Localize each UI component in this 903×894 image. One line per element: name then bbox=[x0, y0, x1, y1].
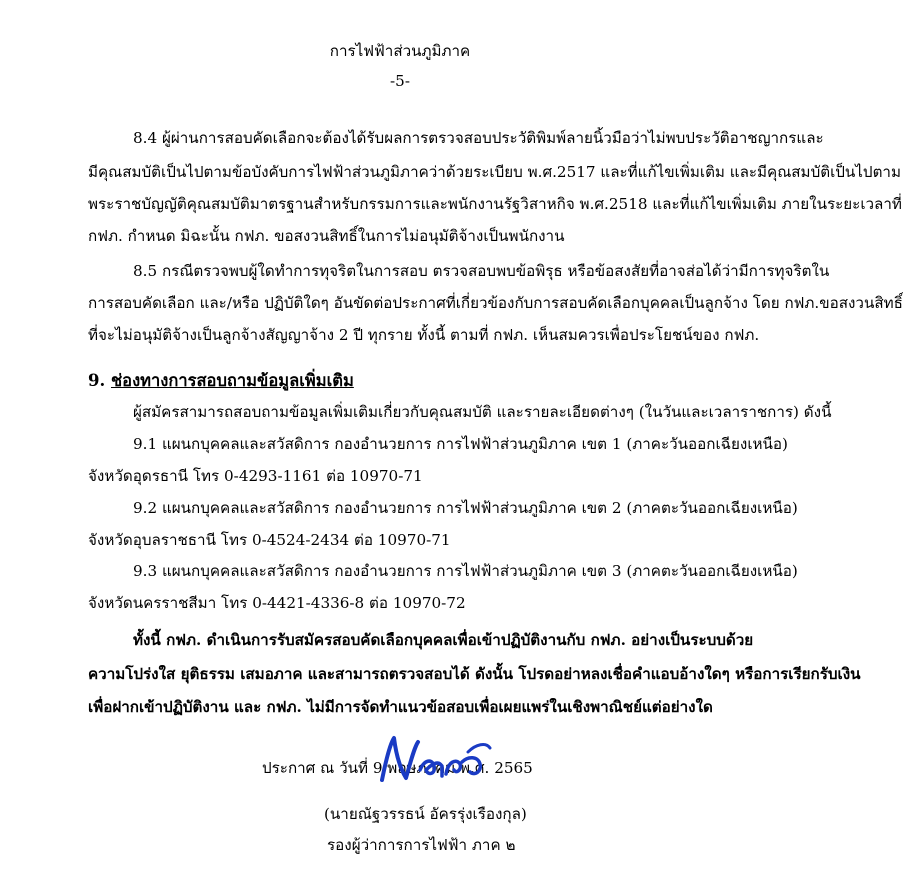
page-number: -5- bbox=[390, 72, 410, 90]
section-9-intro: ผู้สมัครสามารถสอบถามข้อมูลเพิ่มเติมเกี่ยวกับคุณสมบัติ และรายละเอียดต่างๆ (ในวันและเวลาราชการ) ดังนี้ bbox=[133, 403, 832, 421]
contact-9-1-line-2: จังหวัดอุดรธานี โทร 0-4293-1161 ต่อ 10970-71 bbox=[88, 467, 423, 485]
clause-8-5-line-3: ที่จะไม่อนุมัติจ้างเป็นลูกจ้างสัญญาจ้าง 2 ปี ทุกราย ทั้งนี้ ตามที่ กฟภ. เห็นสมควรเพื่อประโยชน์ของ กฟภ. bbox=[88, 326, 760, 344]
clause-8-5-line-1: 8.5 กรณีตรวจพบผู้ใดทำการทุจริตในการสอบ ตรวจสอบพบข้อพิรุธ หรือข้อสงสัยที่อาจส่อได้ว่ามีการทุจริตใน bbox=[133, 262, 830, 280]
handwritten-signature bbox=[376, 730, 496, 790]
notice-line-1: ทั้งนี้ กฟภ. ดำเนินการรับสมัครสอบคัดเลือกบุคคลเพื่อเข้าปฏิบัติงานกับ กฟภ. อย่างเป็นระบบด้วย bbox=[133, 631, 754, 649]
section-9-number: 9. bbox=[88, 371, 106, 390]
contact-9-2-line-1: 9.2 แผนกบุคคลและสวัสดิการ กองอำนวยการ การไฟฟ้าส่วนภูมิภาค เขต 2 (ภาคตะวันออกเฉียงเหนือ) bbox=[133, 499, 798, 517]
clause-8-4-line-3: พระราชบัญญัติคุณสมบัติมาตรฐานสำหรับกรรมการและพนักงานรัฐวิสาหกิจ พ.ศ.2518 และที่แก้ไขเพิ่มเติม ภายในระยะเวลาที่ bbox=[88, 195, 902, 213]
section-9-title: ช่องทางการสอบถามข้อมูลเพิ่มเติม bbox=[110, 371, 354, 390]
notice-line-3: เพื่อฝากเข้าปฏิบัติงาน และ กฟภ. ไม่มีการจัดทำแนวข้อสอบเพื่อเผยแพร่ในเชิงพาณิชย์แต่อย่างใด bbox=[88, 698, 713, 716]
clause-8-4-line-4: กฟภ. กำหนด มิฉะนั้น กฟภ. ขอสงวนสิทธิ์ในการไม่อนุมัติจ้างเป็นพนักงาน bbox=[88, 227, 565, 245]
contact-9-3-line-2: จังหวัดนครราชสีมา โทร 0-4421-4336-8 ต่อ 10970-72 bbox=[88, 594, 466, 612]
section-9-heading bbox=[88, 368, 354, 394]
contact-9-1-line-1: 9.1 แผนกบุคคลและสวัสดิการ กองอำนวยการ การไฟฟ้าส่วนภูมิภาค เขต 1 (ภาคะวันออกเฉียงเหนือ) bbox=[133, 435, 788, 453]
signatory-position: รองผู้ว่าการการไฟฟ้า ภาค ๒ bbox=[327, 836, 516, 854]
notice-line-2: ความโปร่งใส ยุติธรรม เสมอภาค และสามารถตรวจสอบได้ ดังนั้น โปรดอย่าหลงเชื่อคำแอบอ้างใดๆ หรือการเรียกรับเงิน bbox=[88, 665, 861, 683]
signatory-name: (นายณัฐวรรธน์ อัครรุ่งเรืองกุล) bbox=[324, 805, 527, 823]
contact-9-3-line-1: 9.3 แผนกบุคคลและสวัสดิการ กองอำนวยการ การไฟฟ้าส่วนภูมิภาค เขต 3 (ภาคตะวันออกเฉียงเหนือ) bbox=[133, 562, 798, 580]
clause-8-5-line-2: การสอบคัดเลือก และ/หรือ ปฏิบัติใดๆ อันขัดต่อประกาศที่เกี่ยวข้องกับการสอบคัดเลือกบุคคลเป็นลูกจ้าง โดย กฟภ.ขอสงวนสิทธิ์ bbox=[88, 294, 903, 312]
announcement-date: ประกาศ ณ วันที่ 9 พฤษภาคม พ.ศ. 2565 bbox=[262, 759, 533, 777]
document-header-org: การไฟฟ้าส่วนภูมิภาค bbox=[329, 42, 471, 60]
clause-8-4-line-2: มีคุณสมบัติเป็นไปตามข้อบังคับการไฟฟ้าส่วนภูมิภาคว่าด้วยระเบียบ พ.ศ.2517 และที่แก้ไขเพิ่มเติม และมีคุณสมบัติเป็นไปตาม bbox=[88, 163, 901, 181]
clause-8-4-line-1: 8.4 ผู้ผ่านการสอบคัดเลือกจะต้องได้รับผลการตรวจสอบประวัติพิมพ์ลายนิ้วมือว่าไม่พบประวัติอาชญากรและ bbox=[133, 129, 824, 147]
contact-9-2-line-2: จังหวัดอุบลราชธานี โทร 0-4524-2434 ต่อ 10970-71 bbox=[88, 531, 451, 549]
